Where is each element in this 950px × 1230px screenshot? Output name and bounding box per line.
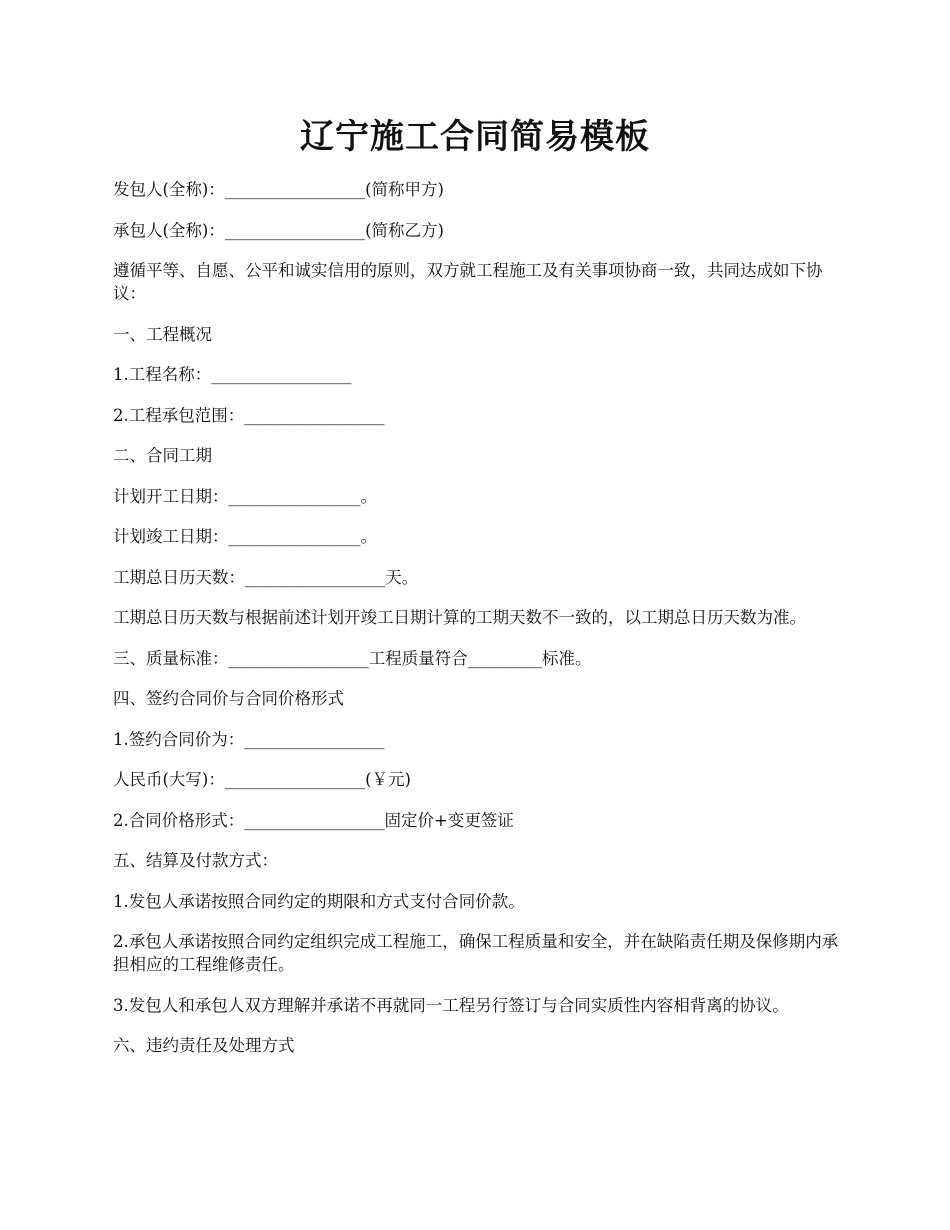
calendar-days-note-paragraph: 工期总日历天数与根据前述计划开竣工日期计算的工期天数不一致的，以工期总日历天数为准。	[113, 608, 806, 627]
section-heading-project-overview: 一、工程概况	[113, 324, 212, 344]
section-heading-settlement: 五、结算及付款方式：	[113, 851, 278, 870]
settlement-clause-3: 3.发包人和承包人双方理解并承诺不再就同一工程另行签订与合同实质性内容相背离的协议。	[113, 995, 789, 1015]
section-heading-contract-price: 四、签约合同价与合同价格形式	[113, 689, 344, 708]
rmb-amount-line: 人民币(大写)：_________________(￥元)	[113, 770, 411, 789]
planned-completion-date-line: 计划竣工日期：________________。	[113, 527, 377, 546]
project-name-line: 1.工程名称：_________________	[113, 365, 352, 384]
contract-price-line: 1.签约合同价为：_________________	[113, 729, 385, 749]
quality-standard-line: 三、质量标准：_________________工程质量符合_________标准。	[113, 648, 592, 668]
total-calendar-days-line: 工期总日历天数：_________________天。	[113, 567, 419, 587]
project-scope-line: 2.工程承包范围：_________________	[113, 405, 385, 425]
document-body	[113, 178, 843, 1075]
preamble-paragraph: 遵循平等、自愿、公平和诚实信用的原则，双方就工程施工及有关事项协商一致，共同达成如下协议：	[113, 261, 823, 303]
price-form-line: 2.合同价格形式：_________________固定价+变更签证	[113, 810, 514, 830]
party-a-line: 发包人(全称)：_________________(简称甲方)	[113, 180, 444, 199]
settlement-clause-2: 2.承包人承诺按照合同约定组织完成工程施工，确保工程质量和安全，并在缺陷责任期及保修期内承担相应的工程维修责任。	[113, 932, 839, 974]
settlement-clause-1: 1.发包人承诺按照合同约定的期限和方式支付合同价款。	[113, 891, 525, 911]
document-title: 辽宁施工合同简易模板	[300, 117, 650, 157]
section-heading-liability: 六、违约责任及处理方式	[113, 1036, 295, 1055]
section-heading-contract-period: 二、合同工期	[113, 446, 212, 465]
planned-start-date-line: 计划开工日期：________________。	[113, 486, 377, 506]
party-b-line: 承包人(全称)：_________________(简称乙方)	[113, 220, 444, 240]
